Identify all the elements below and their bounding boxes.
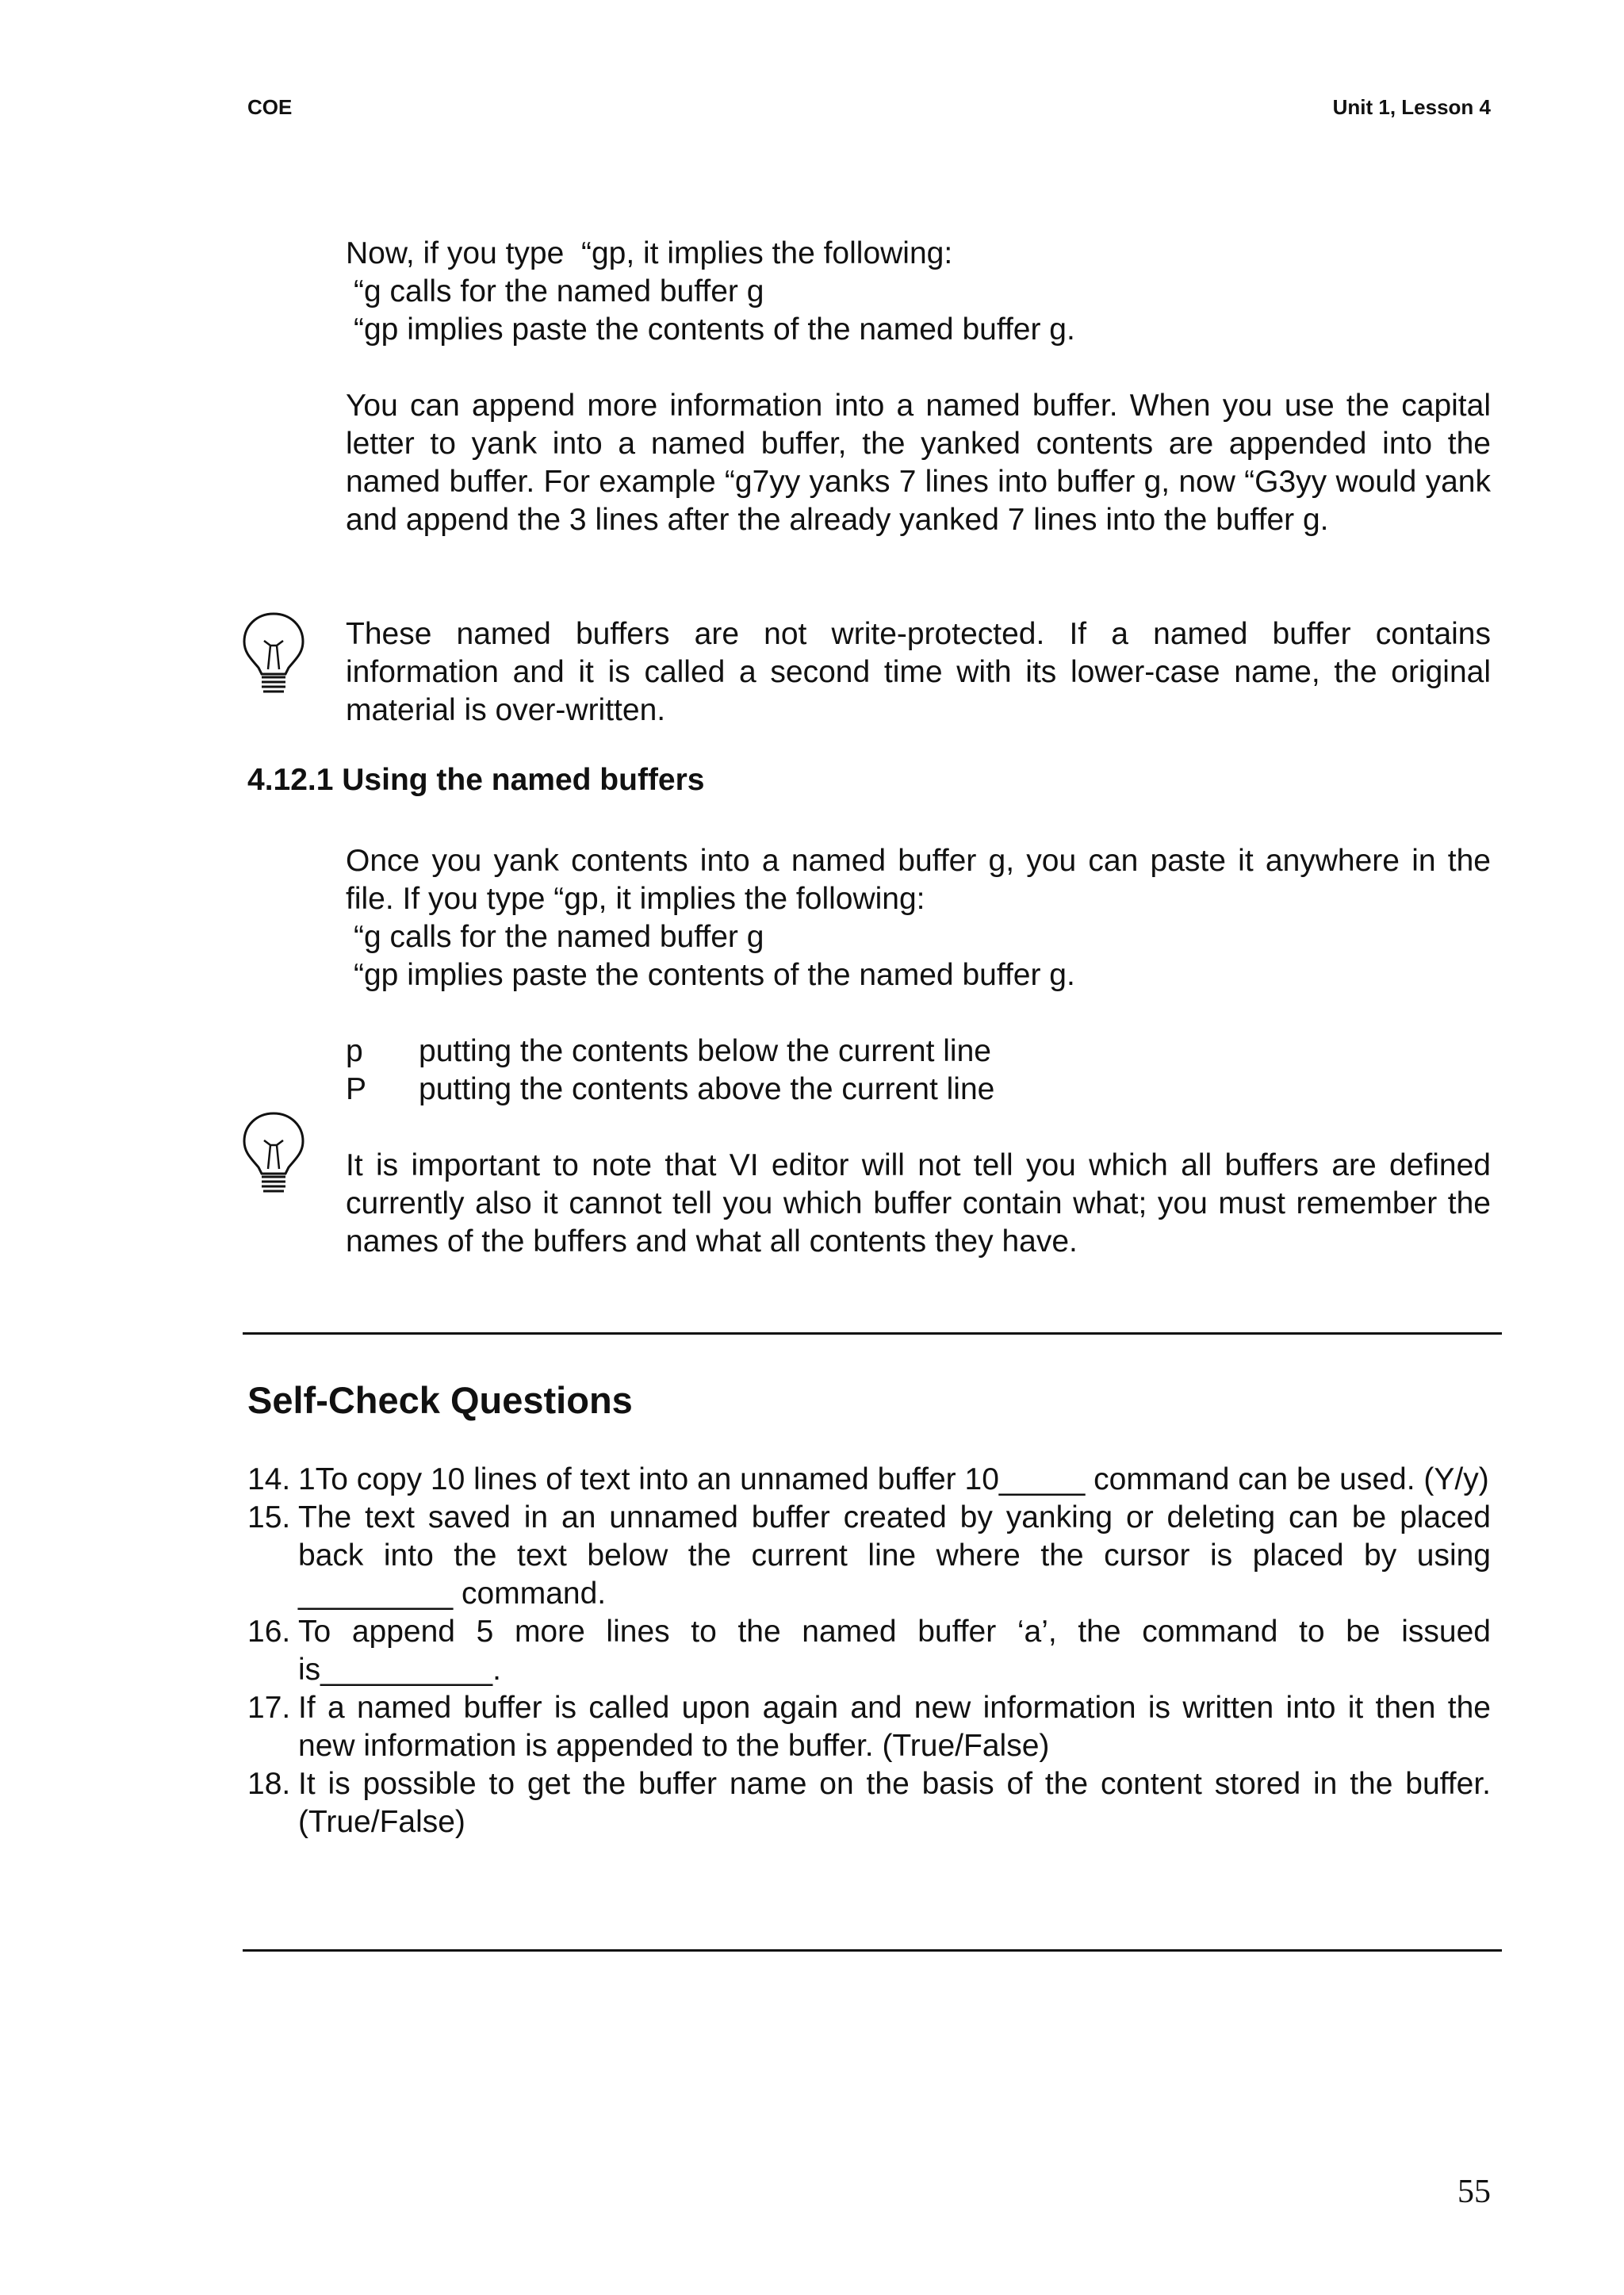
question-item (247, 1689, 1491, 1765)
question-number: 16. (247, 1615, 291, 1649)
lightbulb-icon (241, 1110, 306, 1197)
section-heading: 4.12.1 Using the named buffers (247, 763, 705, 797)
tip-block-2 (346, 1147, 1491, 1261)
self-check-title: Self-Check Questions (247, 1379, 633, 1421)
section-line: “gp implies paste the contents of the named buffer g. (354, 958, 1075, 992)
lightbulb-icon (241, 611, 306, 698)
put-above-row (346, 1071, 1491, 1109)
question-number: 15. (247, 1500, 291, 1534)
page-number: 55 (1457, 2174, 1491, 2210)
question-text: If a named buffer is called upon again and new information is written into it then the new information is appended to the buffer. (True/False) (298, 1691, 1491, 1763)
section-paragraph: Once you yank contents into a named buffer g, you can paste it anywhere in the file. If you type “gp, it implies the following: (346, 844, 1491, 916)
question-text: 1To copy 10 lines of text into an unnamed buffer 10_____ command can be used. (Y/y) (298, 1462, 1489, 1496)
question-text: To append 5 more lines to the named buffer ‘a’, the command to be issued is__________. (298, 1615, 1491, 1687)
header-left: COE (247, 95, 293, 119)
tip-block-1 (346, 615, 1491, 730)
append-paragraph: You can append more information into a named buffer. When you use the capital letter to yank into a named buffer, the yanked contents are appended into the named buffer. For example “g7yy yanks 7 lines into buffer g, now “G3yy would yank and append the 3 lines after the already yanked 7 lines into the buffer g. (346, 389, 1491, 537)
intro-line: Now, if you type “gp, it implies the following: (346, 236, 953, 270)
header-right: Unit 1, Lesson 4 (1332, 95, 1491, 119)
put-above-text: putting the contents above the current line (419, 1072, 995, 1106)
question-item (247, 1499, 1491, 1613)
put-below-key: p (346, 1034, 363, 1068)
tip-text: These named buffers are not write-protected. If a named buffer contains information and it is called a second time with its lower-case name, the original material is over-written. (346, 617, 1491, 727)
append-block (346, 387, 1491, 539)
put-below-text: putting the contents below the current line (419, 1034, 991, 1068)
question-text: It is possible to get the buffer name on the basis of the content stored in the buffer. (True/False) (298, 1767, 1491, 1839)
question-number: 18. (247, 1767, 291, 1801)
intro-line: “gp implies paste the contents of the named buffer g. (354, 312, 1075, 347)
question-text: The text saved in an unnamed buffer created by yanking or deleting can be placed back into the text below the current line where the cursor is placed by using _________ command. (298, 1500, 1491, 1611)
tip-text: It is important to note that VI editor will not tell you which all buffers are defined currently also it cannot tell you which buffer contain what; you must remember the names of the buffers and what all contents they have. (346, 1148, 1491, 1259)
put-commands (346, 1033, 1491, 1109)
question-item (247, 1765, 1491, 1841)
question-number: 14. (247, 1462, 291, 1496)
section-line: “g calls for the named buffer g (354, 920, 764, 954)
put-below-row (346, 1033, 1491, 1071)
question-list (247, 1461, 1491, 1841)
put-above-key: P (346, 1072, 367, 1106)
intro-line: “g calls for the named buffer g (354, 274, 764, 308)
section-block (346, 842, 1491, 994)
question-number: 17. (247, 1691, 291, 1725)
intro-block (346, 235, 1491, 349)
divider (243, 1949, 1502, 1952)
question-item (247, 1461, 1491, 1499)
question-item (247, 1613, 1491, 1689)
divider (243, 1332, 1502, 1335)
